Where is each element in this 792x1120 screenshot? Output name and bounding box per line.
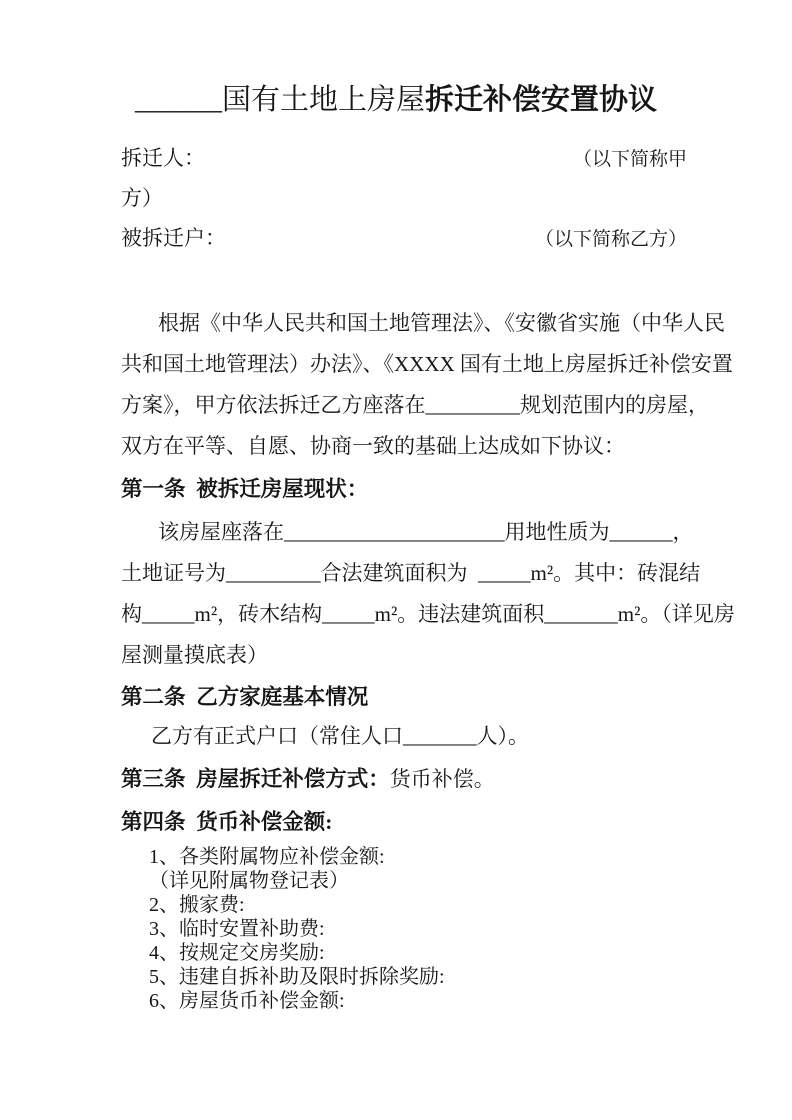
article3-heading-bold: 第三条 房屋拆迁补偿方式：: [121, 767, 390, 791]
article2-heading: 第二条 乙方家庭基本情况: [121, 685, 369, 709]
list-item: 4、按规定交房奖励:: [149, 942, 325, 964]
compensation-items-list: [149, 845, 445, 1013]
article1-line: 屋测量摸底表）: [121, 643, 268, 667]
party-wrap-text: 方）: [121, 186, 163, 210]
list-item: 6、房屋货币补偿金额:: [149, 990, 345, 1012]
party-line-wrap: [121, 187, 687, 209]
list-item: 5、违建自拆补助及限时拆除奖励:: [149, 966, 445, 988]
party-demolisher-alias: （以下简称甲: [572, 149, 687, 170]
article1-heading: 第一条 被拆迁房屋现状：: [121, 477, 369, 501]
preamble-line: 双方在平等、自愿、协商一致的基础上达成如下协议：: [121, 434, 625, 458]
article1-line: 该房屋座落在_____________________用地性质为______，: [158, 520, 694, 544]
preamble-line: 根据《中华人民共和国土地管理法》、《安徽省实施（中华人民: [158, 311, 725, 335]
article3-heading: [121, 769, 495, 791]
list-item: 2、搬家费:: [149, 894, 245, 916]
party-line-demolished: [121, 227, 687, 250]
list-item: 3、临时安置补助费:: [149, 918, 325, 940]
party-demolished-alias: （以下简称乙方）: [534, 229, 687, 250]
title-regular-text: 国有土地上房屋: [221, 84, 425, 116]
title-bold-text: 拆迁补偿安置协议: [425, 84, 658, 116]
list-item: 1、各类附属物应补偿金额:: [149, 846, 385, 868]
article2-line: 乙方有正式户口（常住人口_______人）。: [151, 724, 529, 748]
article1-body: [121, 512, 735, 676]
article1-line: 构_____m²，砖木结构_____m²。违法建筑面积_______m²。（详见房: [121, 602, 735, 626]
party-demolisher-label: 拆迁人：: [121, 146, 205, 170]
article1-line: 土地证号为_________合法建筑面积为 _____m²。其中：砖混结: [121, 561, 701, 585]
preamble-line: 方案》，甲方依法拆迁乙方座落在_________规划范围内的房屋，: [121, 393, 709, 417]
list-item-note: （详见附属物登记表）: [149, 870, 349, 892]
article3-heading-regular: 货币补偿。: [389, 767, 495, 791]
party-line-demolisher: [121, 147, 687, 170]
party-demolished-label: 被拆迁户：: [121, 226, 226, 250]
article4-heading: 第四条 货币补偿金额:: [121, 810, 333, 834]
title-blank-line: ______: [134, 84, 222, 116]
preamble-line: 共和国土地管理法）办法》、《XXXX 国有土地上房屋拆迁补偿安置: [121, 352, 733, 376]
preamble-paragraph: [121, 303, 733, 467]
document-title: [0, 86, 792, 115]
